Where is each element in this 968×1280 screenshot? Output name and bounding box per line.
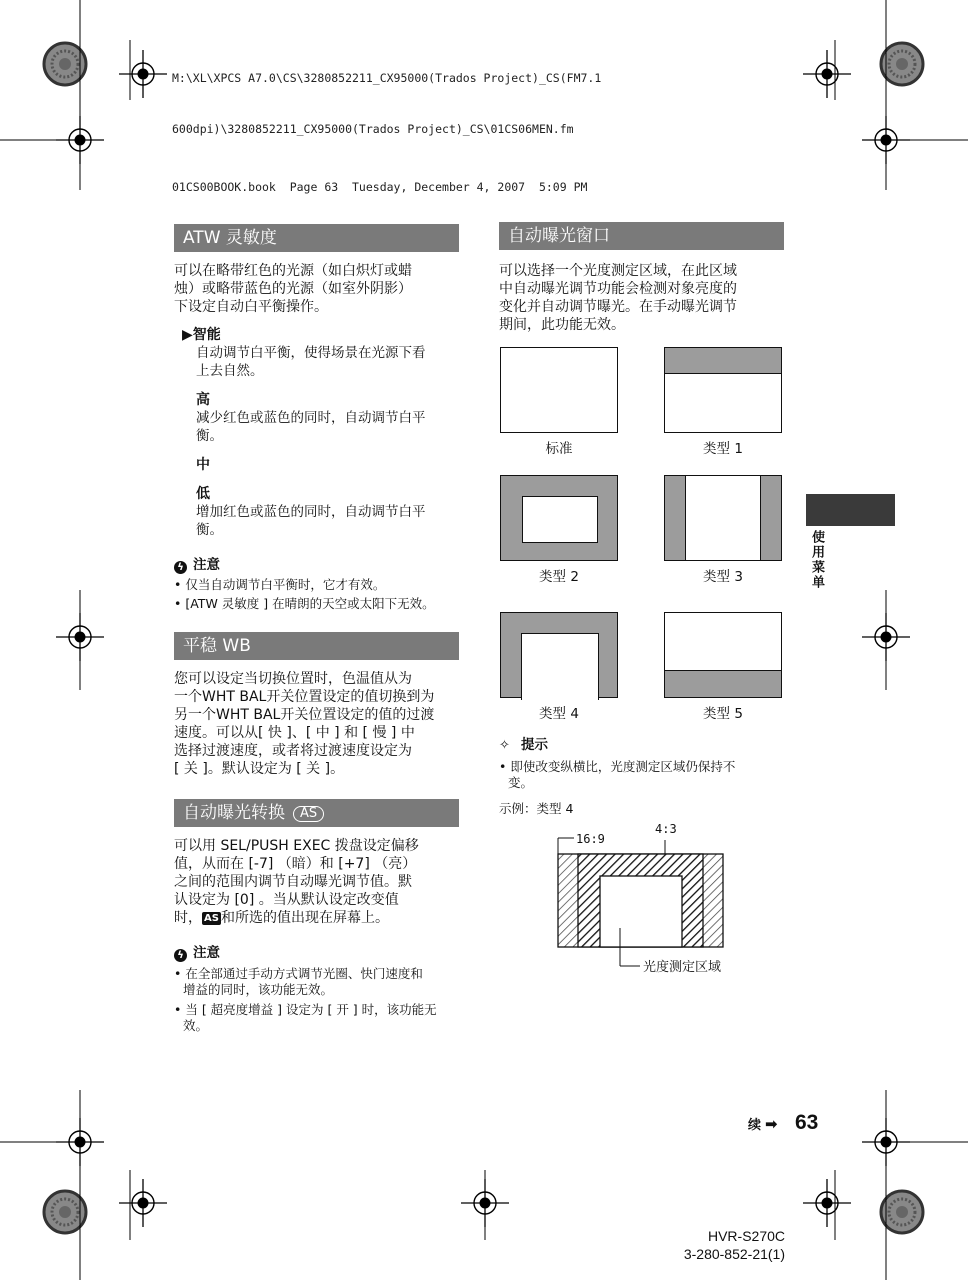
center-area <box>521 633 599 700</box>
file-path-header <box>172 36 601 213</box>
option-smart-desc <box>182 344 467 380</box>
atw-intro-line: 可以在略带红色的光源（如白炽灯或蜡 <box>174 263 412 279</box>
wb-line: 选择过渡速度，或者将过渡速度设定为 <box>174 743 412 759</box>
ae-line: 认设定为 [0] 。当从默认设定改变值 <box>174 892 399 908</box>
fill-bottom <box>665 670 781 697</box>
side-tab <box>806 494 895 526</box>
center-area <box>522 496 598 543</box>
note-item <box>174 966 464 998</box>
caution-icon: ϟ <box>174 561 187 574</box>
desc-line: 衡。 <box>196 522 223 538</box>
fill-left <box>665 476 686 560</box>
example-label: 示例：类型 4 <box>499 801 574 816</box>
as-badge-icon: AS <box>293 806 324 822</box>
ae-shift-note <box>174 944 464 1034</box>
ae-shift-title-text: 自动曝光转换 <box>183 803 285 823</box>
tip-title: 提示 <box>521 737 548 753</box>
diagram-type-2 <box>500 475 618 561</box>
option-low-desc <box>182 503 467 539</box>
ae-line-post: 和所选的值出现在屏幕上。 <box>220 910 389 926</box>
arrow-right-icon: ➡ <box>765 1115 778 1133</box>
continued-text: 续 <box>748 1118 762 1133</box>
as-inline-icon: AS <box>204 913 219 924</box>
desc-line: 减少红色或蓝色的同时，自动调节白平 <box>196 410 426 426</box>
wb-line: 一个WHT BAL开关位置设定的值切换到为 <box>174 689 435 705</box>
file-path-line-1: M:\XL\XPCS A7.0\CS\3280852211_CX95000(Trados Project)_CS(FM7.1 <box>172 71 602 85</box>
model-number: HVR-S270C <box>707 1228 785 1244</box>
caption-type-4: 类型 4 <box>539 706 579 722</box>
ae-line: 可以用 SEL/PUSH EXEC 拨盘设定偏移 <box>174 838 419 854</box>
wb-line: [ 关 ]。默认设定为 [ 关 ]。 <box>174 761 345 777</box>
diagram-type-3 <box>664 475 782 561</box>
atw-note-header <box>174 556 464 574</box>
label-4-3: 4:3 <box>655 822 677 836</box>
ae-window-intro <box>499 262 789 334</box>
caption-type-3: 类型 3 <box>703 569 743 585</box>
atw-intro <box>174 262 464 316</box>
diagram-type-5 <box>664 612 782 698</box>
footer-continued <box>748 1114 778 1133</box>
note-line: 效。 <box>183 1018 209 1033</box>
caption-type-2: 类型 2 <box>539 569 579 585</box>
wb-line: 另一个WHT BAL开关位置设定的值的过渡 <box>174 707 435 723</box>
option-low-title: 低 <box>196 486 210 502</box>
note-title: 注意 <box>193 945 220 961</box>
page-number: 63 <box>795 1111 819 1134</box>
lightbulb-icon: ✧ <box>499 738 510 753</box>
option-high-desc <box>182 409 467 445</box>
note-item: • [ATW 灵敏度 ] 在晴朗的天空或太阳下无效。 <box>174 596 435 611</box>
fill-top <box>665 348 781 374</box>
caption-standard: 标准 <box>545 441 573 457</box>
tip-item <box>499 759 789 791</box>
wb-line: 速度。可以从[ 快 ]、[ 中 ] 和 [ 慢 ] 中 <box>174 725 415 741</box>
atw-options <box>182 326 467 539</box>
ae-note-header <box>174 944 464 962</box>
option-smart-title: ▶智能 <box>182 327 221 343</box>
book-info-line: 01CS00BOOK.book Page 63 Tuesday, December 4, 2007 5:09 PM <box>172 180 588 194</box>
file-path-line-2: 600dpi)\3280852211_CX95000(Trados Project)_CS\01CS06MEN.fm <box>172 122 574 136</box>
intro-line: 可以选择一个光度测定区域，在此区域 <box>499 263 737 279</box>
desc-line: 自动调节白平衡，使得场景在光源下看 <box>196 345 426 361</box>
example-type4-diagram <box>540 818 760 983</box>
ae-shift-body <box>174 837 464 927</box>
option-mid-title: 中 <box>196 457 210 473</box>
tip-header <box>499 736 789 755</box>
label-16-9: 16:9 <box>576 832 605 846</box>
ae-window-section-title: 自动曝光窗口 <box>499 222 784 250</box>
atw-section-title: ATW 灵敏度 <box>174 224 459 252</box>
caption-type-5: 类型 5 <box>703 706 743 722</box>
caution-icon: ϟ <box>174 949 187 962</box>
diagram-type-4 <box>500 612 618 698</box>
atw-note <box>174 556 464 612</box>
intro-line: 期间，此功能无效。 <box>499 317 625 333</box>
intro-line: 变化并自动调节曝光。在手动曝光调节 <box>499 299 737 315</box>
side-tab-label: 使用菜单 <box>809 530 824 590</box>
wb-line: 您可以设定当切换位置时，色温值从为 <box>174 671 412 687</box>
fill-right <box>760 476 781 560</box>
atw-intro-line: 烛）或略带蓝色的光源（如室外阴影） <box>174 281 412 297</box>
ae-line-pre: 时， <box>174 910 202 926</box>
note-item: • 仅当自动调节白平衡时，它才有效。 <box>174 577 386 592</box>
desc-line: 衡。 <box>196 428 223 444</box>
tip-section <box>499 736 789 817</box>
tip-line: 变。 <box>508 775 534 790</box>
caption-type-1: 类型 1 <box>703 441 743 457</box>
ae-shift-section-title <box>174 799 459 827</box>
tip-line: • 即使改变纵横比，光度测定区域仍保持不 <box>499 759 736 774</box>
intro-line: 中自动曝光调节功能会检测对象亮度的 <box>499 281 737 297</box>
ae-line: 之间的范围内调节自动曝光调节值。默 <box>174 874 412 890</box>
desc-line: 增加红色或蓝色的同时，自动调节白平 <box>196 504 426 520</box>
wb-section-title: 平稳 WB <box>174 632 459 660</box>
note-line: 增益的同时，该功能无效。 <box>183 982 334 997</box>
note-item <box>174 1002 464 1034</box>
label-metering-area: 光度测定区域 <box>643 960 722 975</box>
note-line: • 当 [ 超亮度增益 ] 设定为 [ 开 ] 时，该功能无 <box>174 1002 437 1017</box>
atw-intro-line: 下设定自动白平衡操作。 <box>174 299 328 315</box>
ae-line: 值，从而在 [-7] （暗）和 [+7] （亮） <box>174 856 417 872</box>
desc-line: 上去自然。 <box>196 363 264 379</box>
wb-body <box>174 670 464 778</box>
metering-area <box>600 876 682 947</box>
ae-line <box>174 909 464 927</box>
part-number: 3-280-852-21(1) <box>683 1246 785 1262</box>
note-line: • 在全部通过手动方式调节光圈、快门速度和 <box>174 966 423 981</box>
diagram-type-1 <box>664 347 782 433</box>
diagram-standard <box>500 347 618 433</box>
option-high-title: 高 <box>196 392 210 408</box>
note-title: 注意 <box>193 557 220 573</box>
